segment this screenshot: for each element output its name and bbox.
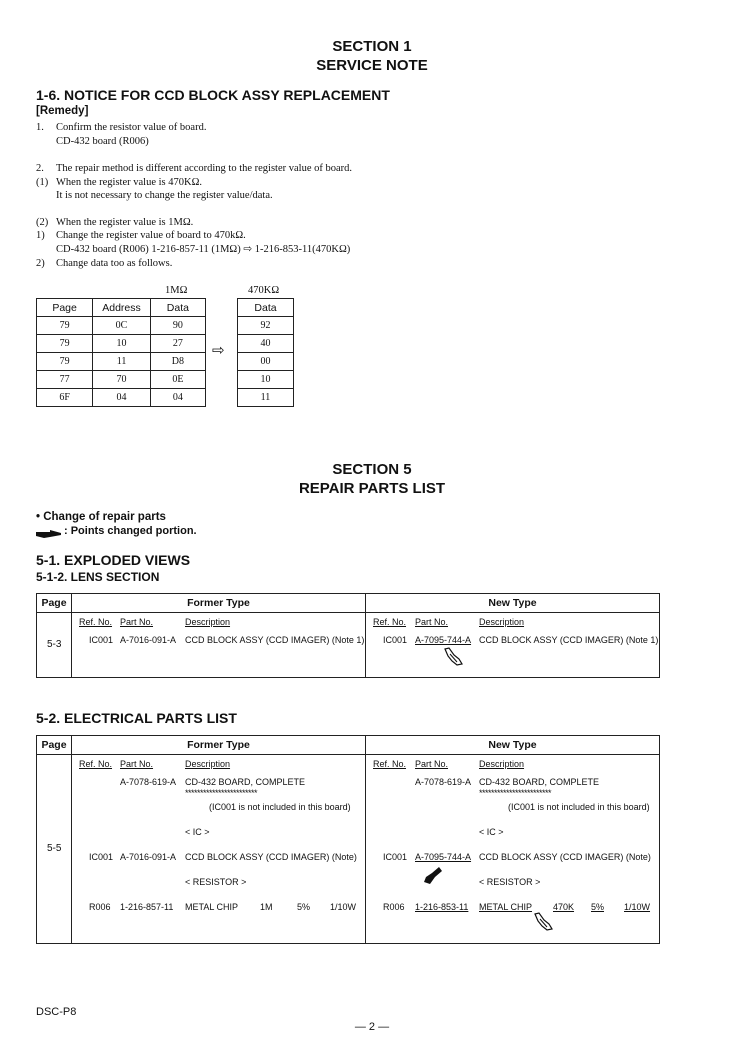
pointing-hand-icon <box>442 647 464 672</box>
table-row: 92 <box>238 317 294 335</box>
notice-line-8: CD-432 board (R006) 1-216-857-11 (1MΩ) ⇨ 1-216-853-11(470KΩ) <box>56 244 351 255</box>
former-r-w: 1/10W <box>330 902 357 912</box>
pointing-hand-icon <box>36 526 62 536</box>
notice-line-9: 2) Change data too as follows. <box>36 258 173 269</box>
col-part: Part No. <box>120 617 154 627</box>
new-r-tol: 5% <box>591 902 605 912</box>
new-r-w: 1/10W <box>624 902 651 912</box>
change-note: • Change of repair parts <box>36 511 166 523</box>
former-r-desc: METAL CHIP <box>185 902 239 912</box>
col-new-data: Data <box>238 299 294 317</box>
former-res-label: < RESISTOR > <box>185 877 247 887</box>
table-row: 6F 04 04 <box>37 389 206 407</box>
lens-page: 5-3 <box>47 639 62 650</box>
former-r-ref: R006 <box>89 902 111 912</box>
lens-h-page: Page <box>37 594 71 613</box>
col-desc: Description <box>479 759 525 769</box>
former-note: (IC001 is not included in this board) <box>209 802 351 812</box>
former-ic-desc: CCD BLOCK ASSY (CCD IMAGER) (Note) <box>185 852 357 862</box>
new-desc: CCD BLOCK ASSY (CCD IMAGER) (Note 1) <box>479 635 659 645</box>
col-ref: Ref. No. <box>79 617 113 627</box>
new-stars: ************************ <box>479 788 552 798</box>
new-res-label: < RESISTOR > <box>479 877 541 887</box>
label-470k: 470KΩ <box>248 285 280 296</box>
notice-line-2: CD-432 board (R006) <box>56 136 149 147</box>
former-board-part: A-7078-619-A <box>120 777 177 787</box>
new-r-val: 470K <box>553 902 575 912</box>
table-row: 00 <box>238 353 294 371</box>
former-board-desc: CD-432 BOARD, COMPLETE <box>185 777 306 787</box>
model-label: DSC-P8 <box>36 1006 77 1018</box>
table-row: 11 <box>238 389 294 407</box>
section5-subtitle: REPAIR PARTS LIST <box>298 480 446 497</box>
table-row: 79 0C 90 <box>37 317 206 335</box>
new-r-part: 1-216-853-11 <box>415 902 469 912</box>
label-1m: 1MΩ <box>165 285 188 296</box>
lens-parts-table <box>36 593 660 678</box>
arrow-right-icon: ⇨ <box>212 342 225 359</box>
former-r-val: 1M <box>260 902 273 912</box>
col-part: Part No. <box>415 617 449 627</box>
notice-line-1: 1. Confirm the resistor value of board. <box>36 122 207 133</box>
lens-h-former: Former Type <box>72 594 365 613</box>
new-part: A-7095-744-A <box>415 635 472 645</box>
table-row: 10 <box>238 371 294 389</box>
electrical-heading: 5-2. ELECTRICAL PARTS LIST <box>36 710 237 726</box>
new-board-part: A-7078-619-A <box>415 777 472 787</box>
notice-line-3: 2. The repair method is different according to the register value of board. <box>36 163 353 174</box>
section1-subtitle: SERVICE NOTE <box>316 57 428 74</box>
new-ic-part: A-7095-744-A <box>415 852 472 862</box>
page-number: — 2 — <box>354 1021 390 1033</box>
former-ref: IC001 <box>89 635 114 645</box>
old-data-table <box>36 298 206 407</box>
exploded-heading: 5-1. EXPLODED VIEWS <box>36 552 191 568</box>
former-ic-ref: IC001 <box>89 852 114 862</box>
former-ic-label: < IC > <box>185 827 210 837</box>
electrical-parts-table <box>36 735 660 944</box>
col-ref: Ref. No. <box>373 617 407 627</box>
new-ic-label: < IC > <box>479 827 504 837</box>
new-note: (IC001 is not included in this board) <box>508 802 650 812</box>
legend-text: : Points changed portion. <box>64 525 197 537</box>
notice-line-6: (2) When the register value is 1MΩ. <box>36 217 194 228</box>
col-ref: Ref. No. <box>373 759 407 769</box>
former-part: A-7016-091-A <box>120 635 177 645</box>
col-data: Data <box>150 299 205 317</box>
new-r-desc: METAL CHIP <box>479 902 533 912</box>
notice-line-4: (1) When the register value is 470KΩ. <box>36 177 203 188</box>
section5-title: SECTION 5 <box>332 461 412 478</box>
remedy-label: [Remedy] <box>36 105 89 117</box>
col-desc: Description <box>185 759 231 769</box>
notice-line-5: It is not necessary to change the register value/data. <box>56 190 273 201</box>
new-r-ref: R006 <box>383 902 405 912</box>
new-board-desc: CD-432 BOARD, COMPLETE <box>479 777 600 787</box>
pointing-hand-icon <box>422 865 444 892</box>
lens-section-heading: 5-1-2. LENS SECTION <box>36 570 160 584</box>
elec-h-former: Former Type <box>72 736 365 755</box>
col-ref: Ref. No. <box>79 759 113 769</box>
table-row: 40 <box>238 335 294 353</box>
col-desc: Description <box>185 617 231 627</box>
elec-h-new: New Type <box>366 736 659 755</box>
former-desc: CCD BLOCK ASSY (CCD IMAGER) (Note 1) <box>185 635 365 645</box>
col-part: Part No. <box>415 759 449 769</box>
former-ic-part: A-7016-091-A <box>120 852 177 862</box>
new-data-table <box>237 298 294 407</box>
col-address: Address <box>93 299 151 317</box>
former-r-part: 1-216-857-11 <box>120 902 174 912</box>
col-part: Part No. <box>120 759 154 769</box>
notice-line-7: 1) Change the register value of board to 470kΩ. <box>36 230 246 241</box>
notice-heading: 1-6. NOTICE FOR CCD BLOCK ASSY REPLACEMENT <box>36 87 390 103</box>
col-page: Page <box>37 299 93 317</box>
new-ic-ref: IC001 <box>383 852 408 862</box>
section1-title: SECTION 1 <box>332 38 412 55</box>
pointing-hand-icon <box>532 912 554 937</box>
new-ic-desc: CCD BLOCK ASSY (CCD IMAGER) (Note) <box>479 852 651 862</box>
elec-h-page: Page <box>37 736 71 755</box>
col-desc: Description <box>479 617 525 627</box>
former-stars: ************************ <box>185 788 258 798</box>
table-row: 77 70 0E <box>37 371 206 389</box>
lens-h-new: New Type <box>366 594 659 613</box>
table-row: 79 10 27 <box>37 335 206 353</box>
table-row: 79 11 D8 <box>37 353 206 371</box>
elec-page: 5-5 <box>47 843 62 854</box>
new-ref: IC001 <box>383 635 408 645</box>
former-r-tol: 5% <box>297 902 311 912</box>
